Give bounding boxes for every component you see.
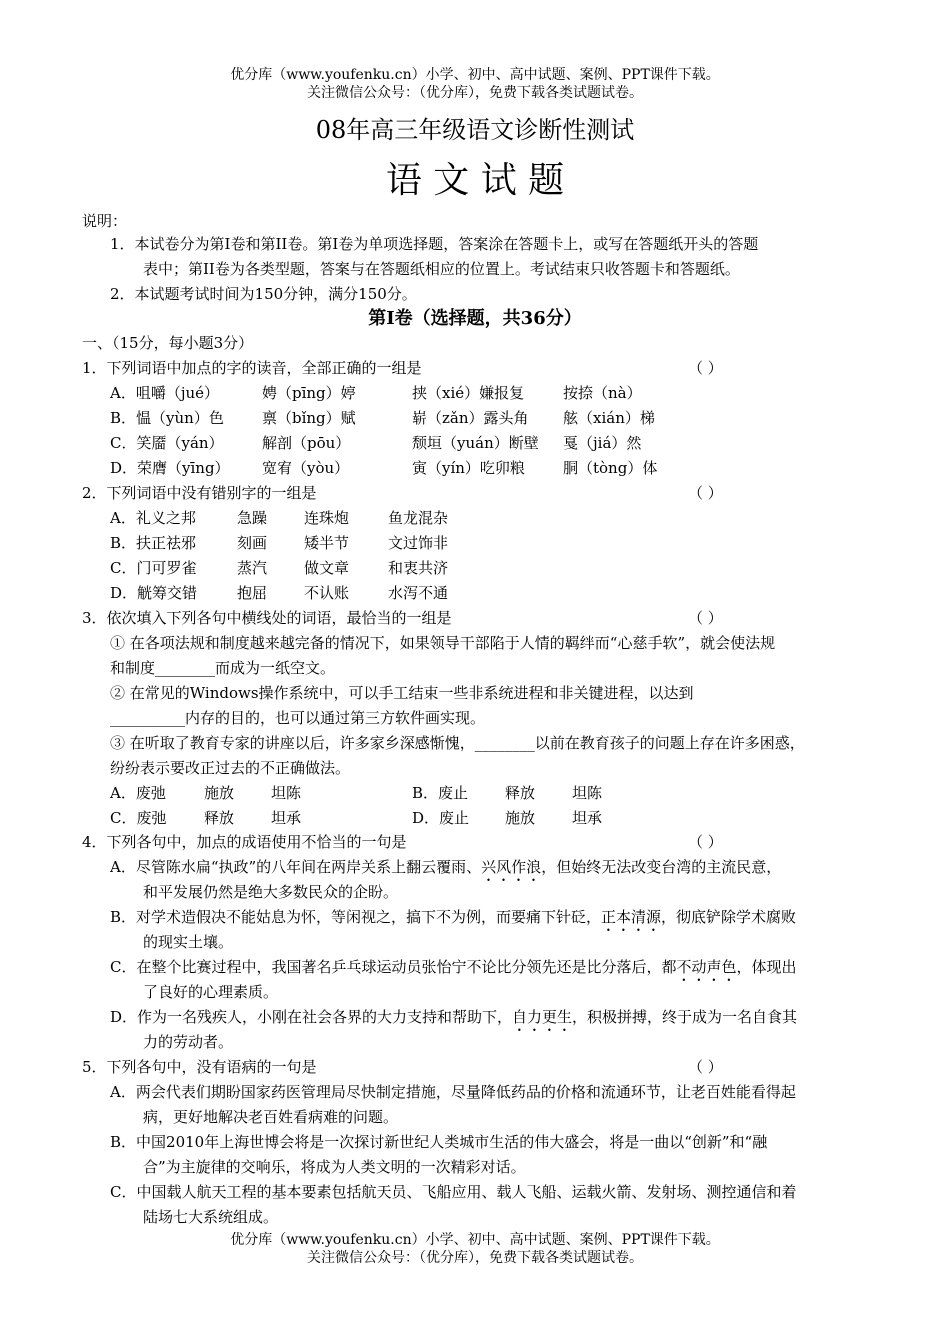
q4-stem: 4．下列各句中，加点的成语使用不恰当的一句是 [82, 833, 407, 851]
q3-option-d2: 施放 [505, 809, 536, 827]
q2-option-b2: 刻画 [237, 534, 268, 552]
q1-option-a1: A．咀嚼（jué） [110, 384, 220, 402]
q2-option-b1: B．扶正祛邪 [110, 534, 197, 552]
q3-answer-blank: （ ） [688, 609, 723, 627]
q4-option-c-line-1: C．在整个比赛过程中，我国著名乒乓球运动员张怡宁不论比分领先还是比分落后，都不动声色，体现出 [110, 958, 797, 976]
note-1-line-2: 表中；第II卷为各类型题，答案与在答题纸相应的位置上。考试结束只收答题卡和答题纸。 [143, 260, 740, 278]
q5-option-b-line-2: 合”为主旋律的交响乐，将成为人类文明的一次精彩对话。 [143, 1158, 526, 1176]
notes-label: 说明： [82, 212, 128, 230]
q3-option-d1: D．废止 [412, 809, 470, 827]
q1-option-a4: 按捺（nà） [563, 384, 642, 402]
q2-option-d1: D．觥筹交错 [110, 584, 198, 602]
q1-option-b1: B．愠（yùn）色 [110, 409, 224, 427]
q2-option-c2: 蒸汽 [237, 559, 268, 577]
q1-option-d4: 胴（tòng）体 [563, 459, 658, 477]
q3-option-a2: 施放 [204, 784, 235, 802]
q2-option-a3: 连珠炮 [304, 509, 350, 527]
part1-title: 第Ⅰ卷（选择题，共36分） [368, 308, 582, 329]
q1-option-c3: 颓垣（yuán）断壁 [412, 434, 539, 452]
section-1-heading: 一、（15分，每小题3分） [82, 334, 254, 352]
footer-line-2: 关注微信公众号：（优分库），免费下载各类试题试卷。 [307, 1250, 643, 1266]
q2-stem: 2．下列词语中没有错别字的一组是 [82, 484, 317, 502]
q1-answer-blank: （ ） [688, 359, 723, 377]
q3-option-d3: 坦承 [572, 809, 603, 827]
header-line-2: 关注微信公众号：（优分库），免费下载各类试题试卷。 [307, 85, 643, 101]
q4-option-a-line-2: 和平发展仍然是绝大多数民众的企盼。 [143, 883, 399, 901]
q4-option-c-line-2: 了良好的心理素质。 [143, 983, 279, 1001]
q5-stem: 5．下列各句中，没有语病的一句是 [82, 1058, 317, 1076]
q1-option-d2: 宽宥（yòu） [262, 459, 350, 477]
q5-option-c-line-2: 陆场七大系统组成。 [143, 1208, 279, 1226]
q1-option-b2: 禀（bǐng）赋 [262, 409, 356, 427]
q5-option-c-line-1: C．中国载人航天工程的基本要素包括航天员、飞船应用、载人飞船、运载火箭、发射场、测控通信和着 [110, 1183, 797, 1201]
q3-option-a1: A．废弛 [110, 784, 166, 802]
header-line-1: 优分库（www.youfenku.cn）小学、初中、高中试题、案例、PPT课件下载。 [230, 67, 720, 83]
q3-sentence-3-line-1: ③ 在听取了教育专家的讲座以后，许多家乡深感惭愧，________以前在教育孩子的问题上存在许多困惑， [110, 734, 805, 752]
q2-option-d2: 抱屈 [237, 584, 268, 602]
q3-sentence-2-line-2: __________内存的目的，也可以通过第三方软件画实现。 [110, 709, 486, 727]
q5-option-b-line-1: B．中国2010年上海世博会将是一次探讨新世纪人类城市生活的伟大盛会，将是一曲以“创新”和“融 [110, 1133, 768, 1151]
q1-stem: 1．下列词语中加点的字的读音，全部正确的一组是 [82, 359, 422, 377]
q2-option-c1: C．门可罗雀 [110, 559, 197, 577]
q2-option-a1: A．礼义之邦 [110, 509, 196, 527]
q4-option-d-dotted-idiom: 自力更生 [512, 1008, 573, 1026]
q1-option-b4: 舷（xián）梯 [563, 409, 655, 427]
q2-option-b3: 矮半节 [304, 534, 350, 552]
q2-option-d4: 水泻不通 [388, 584, 449, 602]
q4-option-c-dotted-idiom: 不动声色 [676, 958, 737, 976]
q3-sentence-1-line-2: 和制度________而成为一纸空文。 [110, 659, 336, 677]
q1-option-c4: 戛（jiá）然 [563, 434, 642, 452]
q3-option-b2: 释放 [505, 784, 536, 802]
q3-option-b1: B．废止 [412, 784, 469, 802]
exam-title: 08年高三年级语文诊断性测试 [315, 116, 635, 144]
q5-option-a-line-1: A．两会代表们期盼国家药医管理局尽快制定措施，尽量降低药品的价格和流通环节，让老百姓能看得起 [110, 1083, 796, 1101]
q3-option-b3: 坦陈 [572, 784, 603, 802]
note-1-line-1: 1．本试卷分为第Ⅰ卷和第II卷。第Ⅰ卷为单项选择题，答案涂在答题卡上，或写在答题纸开头的答题 [110, 235, 759, 253]
q1-option-c1: C．笑靥（yán） [110, 434, 224, 452]
q3-sentence-3-line-2: 纷纷表示要改正过去的不正确做法。 [110, 759, 351, 777]
note-2: 2．本试题考试时间为150分钟，满分150分。 [110, 285, 417, 303]
q4-option-d-line-2: 力的劳动者。 [143, 1033, 234, 1051]
q2-option-c4: 和衷共济 [388, 559, 449, 577]
q5-option-a-line-2: 病，更好地解决老百姓看病难的问题。 [143, 1108, 399, 1126]
q1-option-d3: 寅（yín）吃卯粮 [412, 459, 525, 477]
q4-option-b-line-1: B．对学术造假决不能姑息为怀，等闲视之，搞下不为例，而要痛下针砭，正本清源，彻底铲除学术腐败 [110, 908, 797, 926]
q1-option-d1: D．荣膺（yīng） [110, 459, 230, 477]
q5-answer-blank: （ ） [688, 1058, 723, 1076]
q1-option-b3: 崭（zǎn）露头角 [412, 409, 529, 427]
q3-sentence-2-line-1: ② 在常见的Windows操作系统中，可以手工结束一些非系统进程和非关键进程，以达到 [110, 684, 694, 702]
q4-option-b-dotted-idiom: 正本清源 [601, 908, 662, 926]
q1-option-a3: 挟（xié）嫌报复 [412, 384, 525, 402]
q2-option-c3: 做文章 [304, 559, 350, 577]
q3-option-c1: C．废弛 [110, 809, 167, 827]
q3-option-a3: 坦陈 [271, 784, 302, 802]
q4-option-a-dotted-idiom: 兴风作浪 [481, 858, 542, 876]
subject-title: 语 文 试 题 [385, 160, 565, 201]
q2-option-b4: 文过饰非 [388, 534, 449, 552]
q3-option-c2: 释放 [204, 809, 235, 827]
q2-answer-blank: （ ） [688, 484, 723, 502]
footer-line-1: 优分库（www.youfenku.cn）小学、初中、高中试题、案例、PPT课件下载。 [230, 1232, 720, 1248]
q2-option-a4: 鱼龙混杂 [388, 509, 449, 527]
q2-option-d3: 不认账 [304, 584, 350, 602]
q4-option-d-line-1: D．作为一名残疾人，小刚在社会各界的大力支持和帮助下，自力更生，积极拼搏，终于成为一名自食其 [110, 1008, 798, 1026]
q4-option-a-line-1: A．尽管陈水扁“执政”的八年间在两岸关系上翻云覆雨、兴风作浪，但始终无法改变台湾的主流民意， [110, 858, 782, 876]
q4-option-b-line-2: 的现实土壤。 [143, 933, 234, 951]
q3-sentence-1-line-1: ① 在各项法规和制度越来越完备的情况下，如果领导干部陷于人情的羁绊而“心慈手软”，就会使法规 [110, 634, 776, 652]
q4-answer-blank: （ ） [688, 833, 723, 851]
q1-option-c2: 解剖（pōu） [262, 434, 351, 452]
q3-option-c3: 坦承 [271, 809, 302, 827]
q1-option-a2: 娉（pīng）婷 [262, 384, 356, 402]
q2-option-a2: 急躁 [237, 509, 268, 527]
q3-stem: 3．依次填入下列各句中横线处的词语，最恰当的一组是 [82, 609, 452, 627]
